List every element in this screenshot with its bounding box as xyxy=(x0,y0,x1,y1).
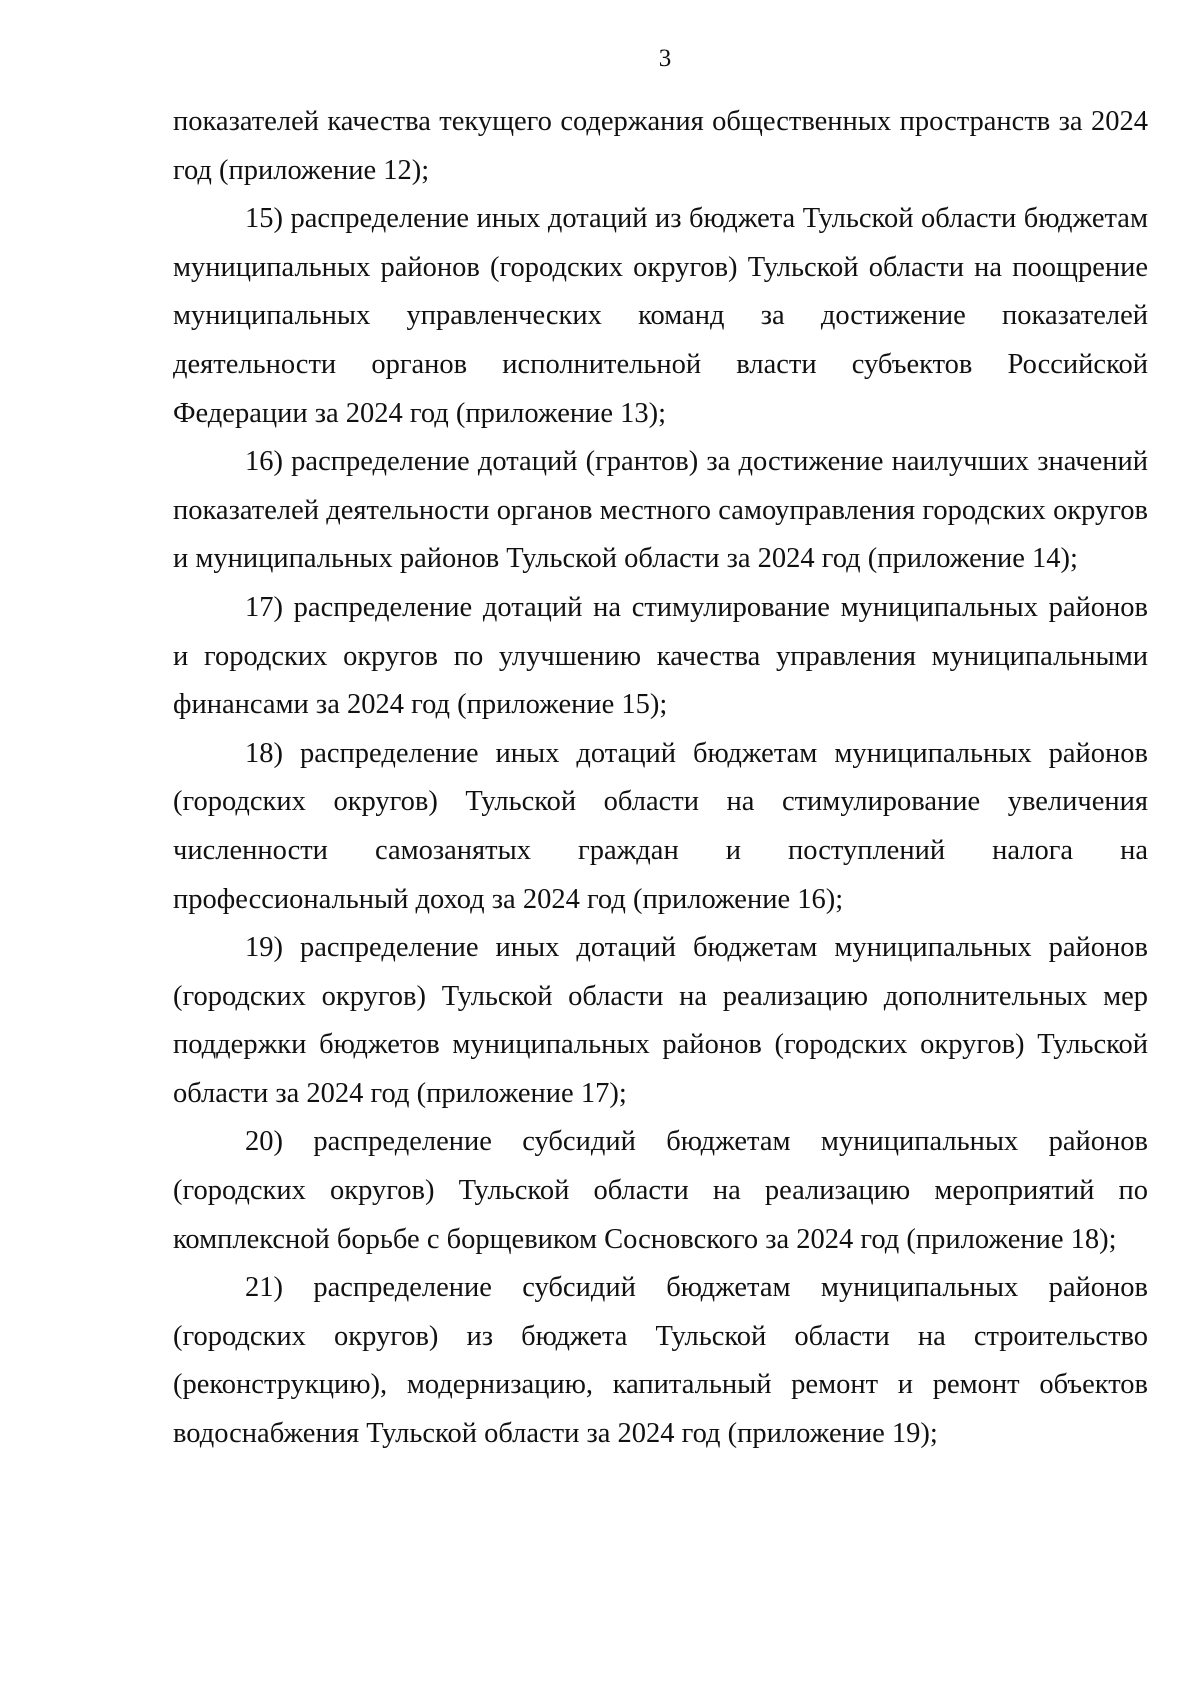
paragraph-item-15: 15) распределение иных дотаций из бюджета Тульской области бюджетам муниципальных районов (городских округов) Тульской области на поощрение муниципальных управленческих команд за достижение показателей деятельности органов исполнительной власти субъектов Российской Федерации за 2024 год (приложение 13); xyxy=(173,203,1148,429)
paragraph-item-16: 16) распределение дотаций (грантов) за достижение наилучших значений показателей деятельности органов местного самоуправления городских округов и муниципальных районов Тульской области за 2024 год (приложение 14); xyxy=(173,446,1148,575)
paragraph-item-21: 21) распределение субсидий бюджетам муниципальных районов (городских округов) из бюджета Тульской области на строительство (реконструкцию), модернизацию, капитальный ремонт и ремонт объектов водоснабжения Тульской области за 2024 год (приложение 19); xyxy=(173,1272,1148,1450)
page-number: 3 xyxy=(658,45,672,72)
paragraph-item-20: 20) распределение субсидий бюджетам муниципальных районов (городских округов) Тульской области на реализацию мероприятий по комплексной борьбе с борщевиком Сосновского за 2024 год (приложение 18); xyxy=(173,1126,1148,1255)
paragraph-item-19: 19) распределение иных дотаций бюджетам муниципальных районов (городских округов) Тульской области на реализацию дополнительных мер поддержки бюджетов муниципальных районов (городских округов) Тульской области за 2024 год (приложение 17); xyxy=(173,932,1148,1109)
paragraph-item-17: 17) распределение дотаций на стимулирование муниципальных районов и городских округов по улучшению качества управления муниципальными финансами за 2024 год (приложение 15); xyxy=(173,591,1148,721)
document-body xyxy=(173,98,1148,1459)
paragraph-continuation: показателей качества текущего содержания общественных пространств за 2024 год (приложение 12); xyxy=(173,106,1148,186)
paragraph-item-18: 18) распределение иных дотаций бюджетам муниципальных районов (городских округов) Тульской области на стимулирование увеличения численности самозанятых граждан и поступлений налога на профессиональный доход за 2024 год (приложение 16); xyxy=(173,737,1148,915)
